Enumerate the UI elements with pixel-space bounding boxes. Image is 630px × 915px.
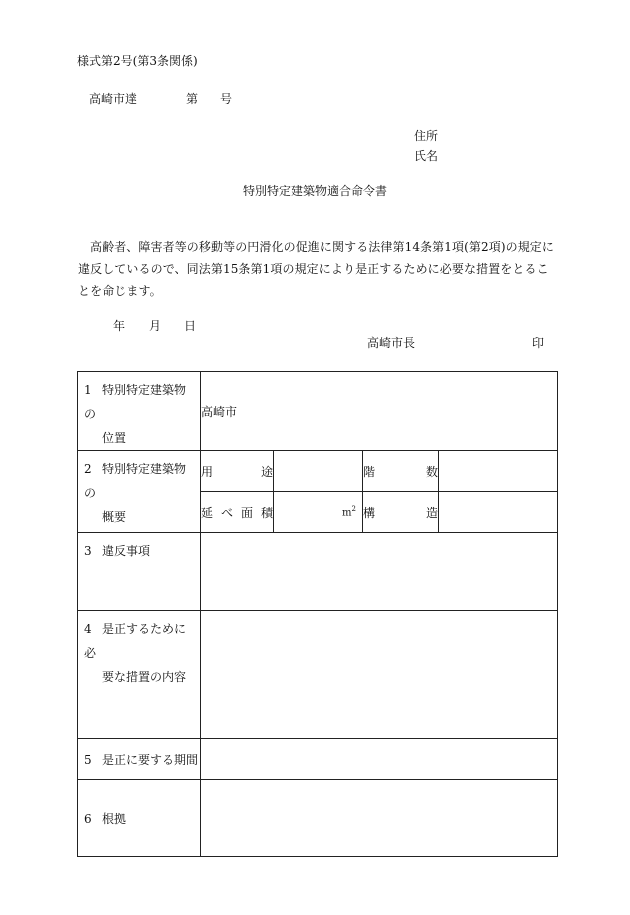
structure-value-cell[interactable] <box>439 492 558 533</box>
issuer-name: 高崎市長 <box>367 336 416 350</box>
row6-num: 6 <box>84 811 92 826</box>
row-measures <box>78 611 558 739</box>
violation-label-cell <box>78 533 201 611</box>
order-table <box>77 371 558 857</box>
violation-label: 違反事項 <box>102 544 151 558</box>
date-day: 日 <box>184 319 197 333</box>
row4-num: 4 <box>84 622 92 636</box>
violation-value-cell[interactable] <box>201 533 558 611</box>
period-value-cell[interactable] <box>201 739 558 780</box>
label-char: 構 <box>363 505 376 520</box>
doc-number-prefix: 高崎市達 <box>89 92 138 106</box>
measures-label-cell <box>78 611 201 739</box>
row5-num: 5 <box>84 752 92 767</box>
basis-value-cell[interactable] <box>201 780 558 857</box>
body-text: 高齢者、障害者等の移動等の円滑化の促進に関する法律第14条第1項(第2項)の規定に違反しているので、同法第15条第1項の規定により是正するために必要な措置をとることを命じます。 <box>78 240 555 298</box>
label-char: 造 <box>425 505 438 520</box>
form-id: 様式第2号(第3条関係) <box>77 54 198 68</box>
row3-num: 3 <box>84 544 92 558</box>
measures-label-a: 是正するために必 <box>84 622 187 660</box>
period-label-cell <box>78 739 201 780</box>
measures-label-b: 要な措置の内容 <box>102 670 187 684</box>
structure-label <box>363 504 438 521</box>
name-label: 氏名 <box>414 149 439 163</box>
doc-number-go: 号 <box>220 92 233 106</box>
floors-label <box>363 463 438 480</box>
use-label-cell <box>201 451 274 492</box>
area-label <box>201 504 273 521</box>
location-label-cell <box>78 372 201 451</box>
basis-label-cell <box>78 780 201 857</box>
floors-value-cell[interactable] <box>439 451 558 492</box>
basis-label: 根拠 <box>102 811 127 826</box>
use-value-cell[interactable] <box>274 451 363 492</box>
row-period <box>78 739 558 780</box>
document-title: 特別特定建築物適合命令書 <box>242 184 387 198</box>
date-year: 年 <box>113 319 126 333</box>
label-char: 面 <box>240 505 253 520</box>
period-label: 是正に要する期間 <box>102 752 199 767</box>
label-char: 数 <box>425 464 438 479</box>
structure-label-cell <box>363 492 439 533</box>
label-char: 積 <box>260 505 273 520</box>
address-label: 住所 <box>414 129 439 143</box>
row-basis <box>78 780 558 857</box>
row-overview-1 <box>78 451 558 492</box>
doc-number-dai: 第 <box>186 92 199 106</box>
floors-label-cell <box>363 451 439 492</box>
area-unit-sup: 2 <box>351 505 356 514</box>
row2-num: 2 <box>84 462 92 476</box>
area-label-cell <box>201 492 274 533</box>
label-char: 延 <box>201 505 214 520</box>
use-label <box>201 463 273 480</box>
overview-label-a: 特別特定建築物の <box>84 462 187 500</box>
label-char: 途 <box>260 464 273 479</box>
date-month: 月 <box>149 319 162 333</box>
row-violation <box>78 533 558 611</box>
row1-num: 1 <box>84 383 92 397</box>
area-unit: m <box>342 507 352 519</box>
label-char: 階 <box>363 464 376 479</box>
overview-label-b: 概要 <box>102 510 127 524</box>
location-label-b: 位置 <box>102 431 127 445</box>
location-label-a: 特別特定建築物の <box>84 383 187 421</box>
issuer-seal: 印 <box>532 336 545 350</box>
row-location <box>78 372 558 451</box>
location-value-cell[interactable] <box>201 372 558 451</box>
area-value-cell[interactable] <box>274 492 363 533</box>
measures-value-cell[interactable] <box>201 611 558 739</box>
label-char: 用 <box>201 464 214 479</box>
label-char: べ <box>220 505 233 520</box>
location-value: 高崎市 <box>201 404 238 419</box>
overview-label-cell <box>78 451 201 533</box>
